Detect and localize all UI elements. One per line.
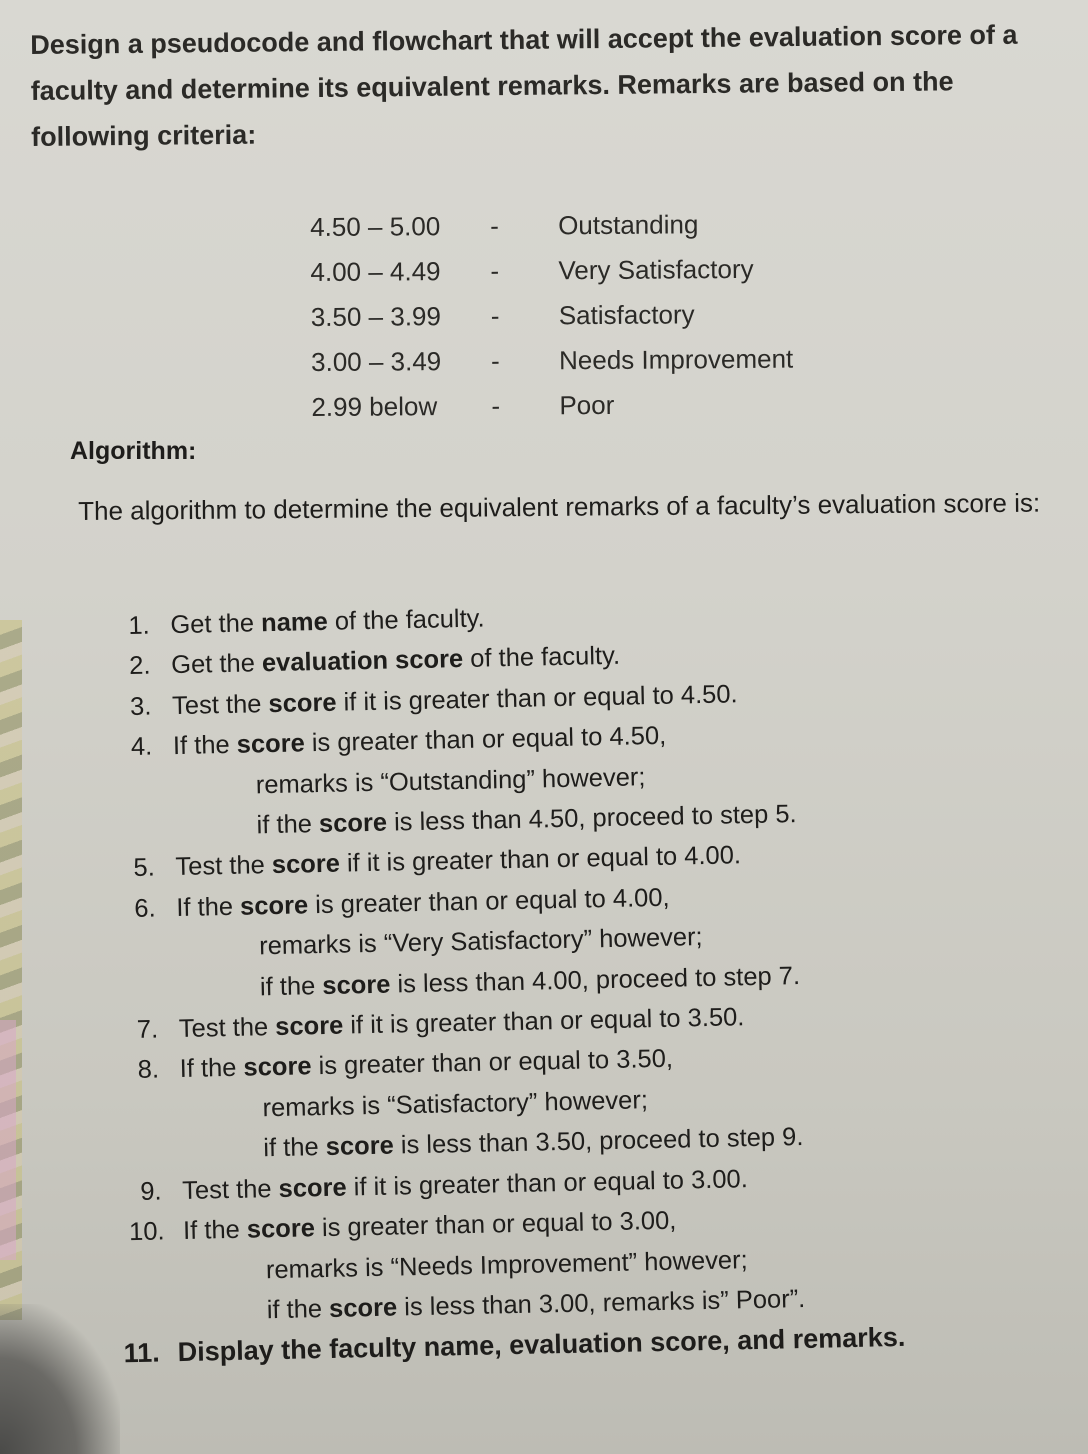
step-text-part: of the faculty. — [462, 642, 621, 674]
step-keyword: score — [271, 850, 341, 880]
step-text-part: if the — [256, 810, 320, 840]
criteria-remark: Needs Improvement — [558, 343, 794, 376]
criteria-row — [311, 336, 911, 385]
step-number: 8. — [137, 1055, 160, 1085]
step-number: 5. — [133, 853, 156, 883]
step-text-part: If the — [179, 1054, 244, 1084]
step-number: 1. — [128, 611, 150, 640]
step-text-part: if the — [259, 971, 323, 1001]
step-number: 3. — [129, 692, 152, 721]
step-keyword: evaluation score — [261, 645, 464, 678]
criteria-range: 4.00 – 4.49 — [310, 256, 441, 287]
step-text-part: is less than 4.00, proceed to step 7. — [390, 961, 801, 999]
step-text-part: If the — [172, 730, 238, 761]
shadow-corner — [0, 1304, 120, 1454]
step-text-part: If the — [182, 1215, 248, 1246]
criteria-remark: Poor — [559, 389, 615, 421]
criteria-dash: - — [490, 300, 500, 331]
algorithm-steps — [123, 588, 1024, 1374]
criteria-row — [310, 201, 910, 250]
step-number: 9. — [139, 1177, 162, 1206]
step-number: 10. — [128, 1217, 165, 1247]
step-keyword: score — [278, 1173, 347, 1203]
step-text-part: of the faculty. — [327, 604, 485, 636]
algorithm-heading: Algorithm: — [70, 437, 197, 465]
step-text: Display the faculty name, evaluation score, and remarks. — [177, 1322, 906, 1368]
paper-edge-pink — [0, 1020, 16, 1260]
problem-statement: Design a pseudocode and flowchart that will accept the evaluation score of a faculty and determine its equivalent remarks. Remarks are based on the following criteria: — [30, 19, 1018, 152]
step-keyword: score — [328, 1293, 398, 1323]
step-text-part: if the — [263, 1133, 327, 1163]
criteria-remark: Outstanding — [558, 209, 699, 241]
criteria-row — [310, 246, 910, 295]
step-text-part: if it is greater than or equal to 4.00. — [339, 841, 742, 879]
step-text-part: is greater than or equal to 3.50, — [311, 1045, 674, 1081]
step-text-part: Get the — [170, 649, 263, 680]
step-text-part: if it is greater than or equal to 3.00. — [346, 1164, 749, 1202]
step-keyword: score — [236, 729, 306, 759]
step-text-part: is greater than or equal to 4.50, — [304, 721, 667, 758]
step-number: 2. — [128, 651, 151, 681]
step-keyword: score — [318, 808, 388, 839]
criteria-remark: Very Satisfactory — [558, 253, 754, 286]
criteria-dash: - — [491, 390, 501, 421]
step-text-part: if it is greater than or equal to 4.50. — [336, 680, 738, 717]
step-text-part: is less than 3.00, remarks is” Poor”. — [396, 1284, 806, 1322]
criteria-row — [311, 381, 911, 430]
criteria-row — [311, 291, 911, 340]
algorithm-intro: The algorithm to determine the equivalent remarks of a faculty’s evaluation score is: — [78, 487, 1041, 526]
criteria-remark: Satisfactory — [558, 299, 695, 331]
step-keyword: score — [239, 891, 309, 921]
step-number: 7. — [136, 1015, 159, 1044]
step-number: 11. — [123, 1337, 161, 1369]
criteria-range: 3.50 – 3.99 — [310, 301, 442, 332]
step-keyword: score — [243, 1052, 312, 1083]
criteria-dash: - — [490, 255, 500, 286]
criteria-table — [310, 201, 912, 430]
step-text-part: Test the — [171, 689, 269, 720]
step-keyword: score — [268, 688, 337, 718]
step-text-part: If the — [176, 892, 241, 922]
step-text-part: Test the — [181, 1174, 279, 1205]
step-text-part: if the — [266, 1294, 330, 1325]
step-text-part: Test the — [178, 1013, 276, 1044]
step-keyword: score — [274, 1011, 344, 1042]
step-text-part: is greater than or equal to 3.00, — [314, 1206, 677, 1243]
step-text-part: Test the — [175, 851, 273, 882]
step-keyword: score — [246, 1214, 316, 1244]
criteria-range: 2.99 below — [311, 391, 438, 422]
step-text-part: is greater than or equal to 4.00, — [307, 883, 670, 920]
step-text-part: is less than 3.50, proceed to step 9. — [393, 1123, 804, 1160]
step-10-line-2: remarks is “Needs Improvement” however; — [265, 1245, 748, 1284]
criteria-dash: - — [490, 345, 500, 376]
step-number: 4. — [130, 732, 153, 762]
step-text-part: if it is greater than or equal to 3.50. — [342, 1003, 745, 1040]
step-8-line-2: remarks is “Satisfactory” however; — [262, 1086, 649, 1123]
step-4-line-2: remarks is “Outstanding” however; — [255, 762, 646, 799]
step-keyword: score — [325, 1131, 395, 1162]
step-keyword: name — [260, 607, 329, 638]
step-text-part: is less than 4.50, proceed to step 5. — [386, 800, 797, 837]
step-keyword: score — [322, 970, 391, 1000]
step-number: 6. — [134, 894, 156, 923]
step-6-line-2: remarks is “Very Satisfactory” however; — [258, 923, 703, 961]
criteria-dash: - — [490, 210, 499, 241]
step-text-part: Get the — [170, 609, 262, 640]
criteria-range: 4.50 – 5.00 — [310, 211, 441, 242]
criteria-range: 3.00 – 3.49 — [310, 346, 442, 377]
